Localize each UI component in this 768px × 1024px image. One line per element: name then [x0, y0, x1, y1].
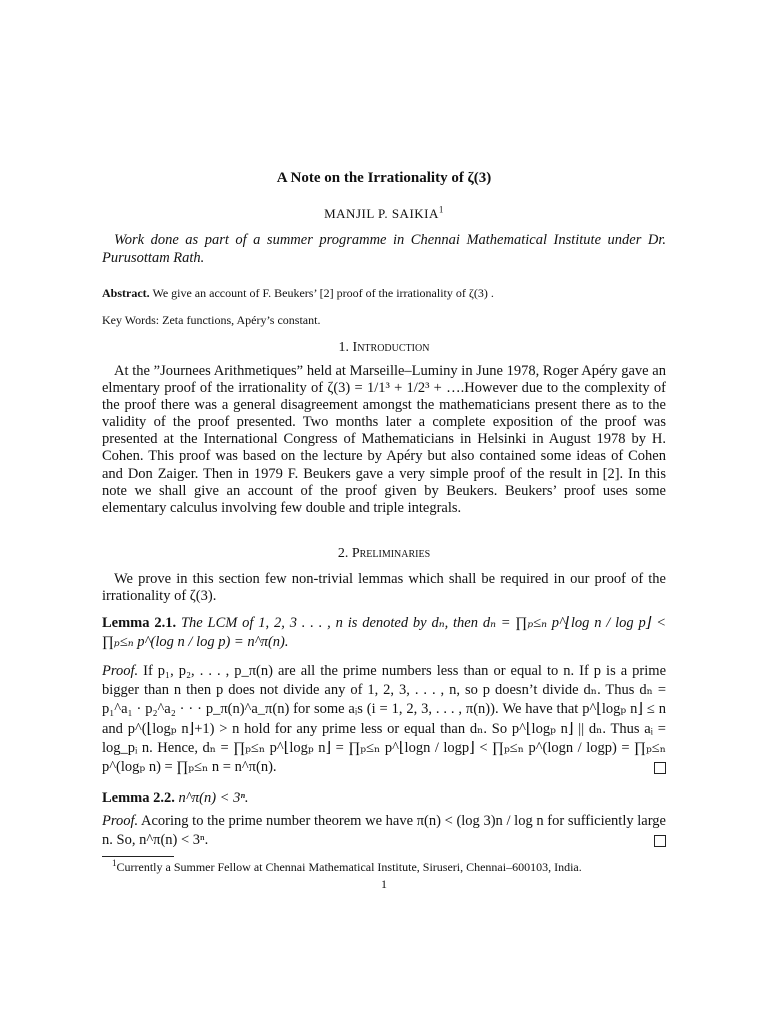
section-number: 2. [337, 546, 349, 561]
footnote-mark: 1 [112, 858, 117, 868]
qed-box [654, 835, 666, 847]
page-number: 1 [381, 877, 387, 891]
lemma-label: Lemma 2.1. [102, 615, 177, 631]
section-number: 1. [338, 340, 350, 355]
author-footnote-mark: 1 [438, 204, 444, 215]
keywords: Key Words: Zeta functions, Apéry’s constant. [102, 313, 321, 327]
proof-text: If p₁, p₂, . . . , p_π(n) are all the prime numbers less than or equal to n. If p is a prime bigger than n then p does not divide any of 1, 2, 3, . . . , n, so p doesn’t divide dₙ. Thus dₙ = p₁^a₁ · p₂^a₂ · · · p_π(n)^a_π(n) for some aᵢs (i = 1, 2, 3, . . . , π(n)). We have that p^⌊logₚ n⌋ ≤ n and p^(⌊logₚ n⌋+1) > n hold for any prime less or equal than dₙ. So p^⌊logₚ n⌋ || dₙ. Thus aᵢ = log_pᵢ n. Hence, dₙ = ∏ₚ≤ₙ p^⌊logₚ n⌋ = ∏ₚ≤ₙ p^⌊logn / logp⌋ < ∏ₚ≤ₙ p^(logn / logp) = ∏ₚ≤ₙ p^(logₚ n) = ∏ₚ≤ₙ n = n^π(n). [102, 663, 667, 776]
proof-lemma-2-2 [102, 812, 666, 850]
abstract-text: We give an account of F. Beukers’ [2] proof of the irrationality of ζ(3) . [152, 286, 494, 300]
section-heading-introduction [102, 340, 666, 356]
section-title: Preliminaries [351, 546, 431, 561]
paper-title: A Note on the Irrationality of ζ(3) [276, 170, 492, 186]
proof-label: Proof. [102, 813, 139, 829]
proof-lemma-2-1 [102, 662, 666, 777]
introduction-paragraph: At the ”Journees Arithmetiques” held at Marseille–Luminy in June 1978, Roger Apéry gave an elmentary proof of the irrationality of ζ(3) = 1/1³ + 1/2³ + ….However due to the complexity of the proof there was a general disagreement amongst the mathematicians present there as to the validity of the proof presented. Two months later a complete exposition of the proof was presented at the International Congress of Mathematicians in Helsinki in August 1978 by H. Cohen. This proof was based on the lecture by Apéry but also contained some ideas of Cohen and Don Zaiger. Then in 1979 F. Beukers gave a very simple proof of the result in [2]. In this note we shall give an account of the proof given by Beukers. Beukers’ proof uses some elementary calculus involving few double and triple integrals. [102, 363, 666, 516]
footnote-rule [102, 856, 174, 857]
lemma-2-2 [102, 789, 666, 808]
dedication: Work done as part of a summer programme in Chennai Mathematical Institute under Dr. Purusottam Rath. [102, 232, 666, 266]
preliminaries-paragraph: We prove in this section few non-trivial lemmas which shall be required in our proof of the irrationality of ζ(3). [102, 571, 666, 605]
lemma-2-1 [102, 614, 666, 656]
footnote-text: Currently a Summer Fellow at Chennai Mathematical Institute, Siruseri, Chennai–600103, India. [116, 860, 582, 874]
footnote [102, 860, 666, 875]
section-heading-preliminaries [102, 546, 666, 562]
lemma-label: Lemma 2.2. [102, 790, 175, 806]
abstract-label: Abstract. [102, 286, 150, 300]
author-line [102, 206, 666, 222]
author-name: MANJIL P. SAIKIA [324, 206, 439, 221]
abstract [102, 285, 666, 301]
lemma-statement: The LCM of 1, 2, 3 . . . , n is denoted by dₙ, then dₙ = ∏ₚ≤ₙ p^⌊log n / log p⌋ < ∏ₚ≤ₙ p^(log n / log p) = n^π(n). [102, 615, 667, 650]
proof-label: Proof. [102, 663, 139, 679]
lemma-statement: n^π(n) < 3ⁿ. [178, 790, 249, 806]
proof-text: Acoring to the prime number theorem we have π(n) < (log 3)n / log n for sufficiently large n. So, n^π(n) < 3ⁿ. [102, 813, 666, 849]
section-title: Introduction [352, 340, 430, 355]
qed-box [654, 762, 666, 774]
